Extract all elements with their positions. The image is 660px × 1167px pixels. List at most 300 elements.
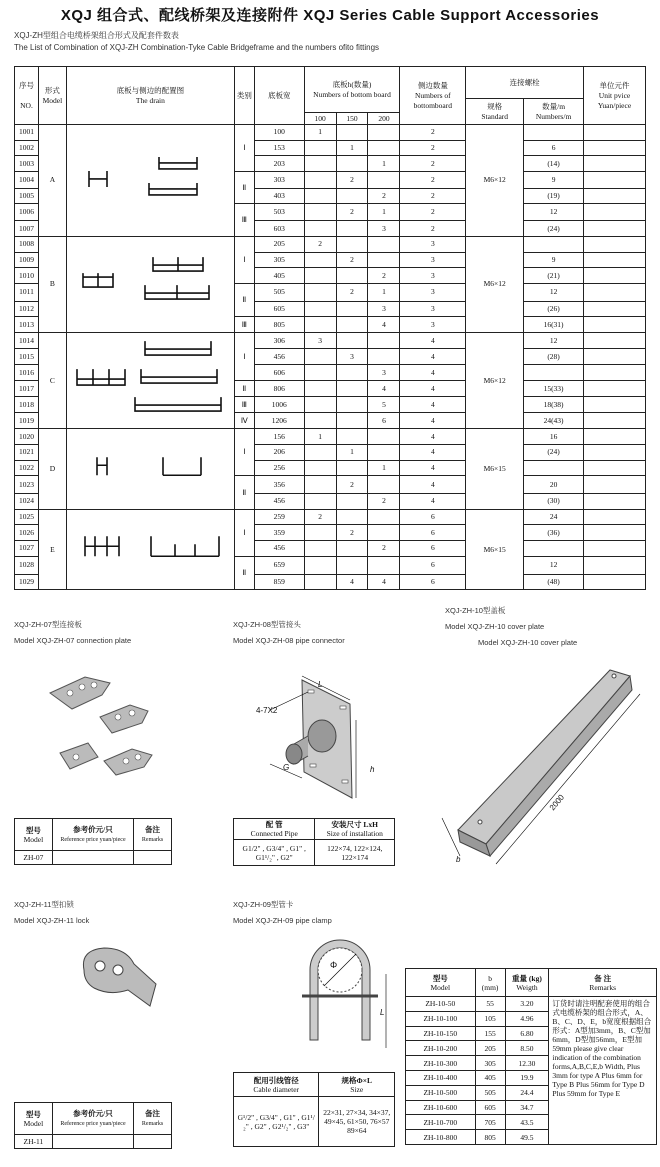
cell-drawing bbox=[66, 125, 234, 237]
cell-board-100 bbox=[304, 140, 336, 156]
cell-unit-price bbox=[584, 156, 646, 172]
cell-board-150 bbox=[336, 333, 368, 349]
cell-qty: 12 bbox=[524, 333, 584, 349]
label-G: G bbox=[283, 763, 290, 772]
cell-qty: 18(38) bbox=[524, 397, 584, 413]
cell-board-200 bbox=[368, 140, 400, 156]
table-row bbox=[15, 429, 646, 445]
cell-width: 659 bbox=[254, 556, 304, 574]
table-row bbox=[15, 509, 646, 525]
cell-no: 1026 bbox=[15, 525, 39, 541]
cell-side: 2 bbox=[400, 188, 466, 204]
cell-side: 4 bbox=[400, 429, 466, 445]
cell-board-100 bbox=[304, 188, 336, 204]
cell-qty: 15(33) bbox=[524, 381, 584, 397]
subtitle-en: The List of Combination of XQJ-ZH Combination-Tyke Cable Bridgeframe and the numbers ofito fittings bbox=[14, 43, 380, 52]
cell-board-200: 4 bbox=[368, 574, 400, 590]
cell-board-150 bbox=[336, 429, 368, 445]
zh10-cell-w: 4.96 bbox=[505, 1011, 549, 1026]
cell-board-100 bbox=[304, 381, 336, 397]
table-row bbox=[15, 333, 646, 349]
cell-board-100 bbox=[304, 525, 336, 541]
cell-unit-price bbox=[584, 397, 646, 413]
zh09-caption-cn: XQJ-ZH-09型管卡 bbox=[233, 900, 294, 909]
zh07-header-price: 参考价元/只 Reference price yuan/piece bbox=[52, 819, 133, 851]
cell-class: Ⅰ bbox=[234, 429, 254, 476]
cell-unit-price bbox=[584, 429, 646, 445]
combination-table bbox=[14, 66, 646, 590]
cell-qty: (24) bbox=[524, 444, 584, 460]
cell-board-200 bbox=[368, 236, 400, 252]
lock-image bbox=[70, 940, 170, 1020]
cell-width: 503 bbox=[254, 204, 304, 221]
cell-side: 6 bbox=[400, 509, 466, 525]
cell-no: 1003 bbox=[15, 156, 39, 172]
cell-no: 1024 bbox=[15, 494, 39, 510]
zh09-header-size: 规格Φ×L Size bbox=[319, 1073, 395, 1097]
cell-no: 1001 bbox=[15, 125, 39, 141]
cell-unit-price bbox=[584, 125, 646, 141]
cell-unit-price bbox=[584, 460, 646, 476]
cell-unit-price bbox=[584, 574, 646, 590]
cell-unit-price bbox=[584, 525, 646, 541]
cell-no: 1015 bbox=[15, 349, 39, 365]
cell-board-100: 3 bbox=[304, 333, 336, 349]
cell-board-100 bbox=[304, 301, 336, 317]
cell-board-150 bbox=[336, 221, 368, 237]
cell-qty: 9 bbox=[524, 172, 584, 189]
cell-side: 2 bbox=[400, 156, 466, 172]
cell-standard: M6×12 bbox=[466, 236, 524, 332]
cell-side: 3 bbox=[400, 317, 466, 333]
cell-qty: (21) bbox=[524, 268, 584, 284]
cell-qty: (24) bbox=[524, 221, 584, 237]
zh10-caption-en2: Model XQJ-ZH-10 cover plate bbox=[478, 638, 578, 647]
cell-side: 6 bbox=[400, 556, 466, 574]
table-row bbox=[15, 125, 646, 141]
cell-qty: (30) bbox=[524, 494, 584, 510]
cell-board-150: 1 bbox=[336, 140, 368, 156]
zh10-cell-model: ZH-10-600 bbox=[406, 1100, 476, 1115]
cell-class: Ⅰ bbox=[234, 125, 254, 172]
zh10-cell-b: 705 bbox=[475, 1115, 505, 1130]
cell-width: 303 bbox=[254, 172, 304, 189]
cell-width: 456 bbox=[254, 541, 304, 557]
cell-side: 4 bbox=[400, 494, 466, 510]
cell-side: 6 bbox=[400, 574, 466, 590]
cell-board-200: 1 bbox=[368, 460, 400, 476]
cell-model: D bbox=[38, 429, 66, 510]
zh09-size: 22×31, 27×34, 34×37, 49×45, 61×50, 76×57 89×64 bbox=[319, 1097, 395, 1147]
cell-board-200 bbox=[368, 125, 400, 141]
cell-board-150 bbox=[336, 494, 368, 510]
cell-board-150 bbox=[336, 188, 368, 204]
cell-qty: 12 bbox=[524, 204, 584, 221]
cell-class: Ⅱ bbox=[234, 172, 254, 204]
cell-drawing bbox=[66, 333, 234, 429]
subtitle-cn: XQJ-ZH型组合电缆桥架组合形式及配套件数表 bbox=[14, 31, 179, 40]
cell-qty: 16(31) bbox=[524, 317, 584, 333]
cell-board-150: 4 bbox=[336, 574, 368, 590]
zh11-header-price: 参考价元/只 Reference price yuan/piece bbox=[52, 1103, 133, 1135]
zh10-cell-w: 3.20 bbox=[505, 997, 549, 1012]
zh10-cell-model: ZH-10-400 bbox=[406, 1070, 476, 1085]
cell-qty bbox=[524, 460, 584, 476]
zh08-caption-cn: XQJ-ZH-08型管接头 bbox=[233, 620, 301, 629]
cell-no: 1004 bbox=[15, 172, 39, 189]
cell-board-200: 3 bbox=[368, 221, 400, 237]
cell-qty: (19) bbox=[524, 188, 584, 204]
zh10-remark: 订货时请注明配套使用的组合式电缆桥架的组合形式，A、B、C、D、E，b宽度根据组合形式：A型加3mm，B、C型加6mm，D型加56mm，E型加59mm please give clear indication of the combination forms,A,B,C,E,b Width, Plus 3mm for type A Plus 6mm for Type B Plus 56mm for Type D Plus 59mm for Type E bbox=[549, 997, 657, 1145]
cell-width: 100 bbox=[254, 125, 304, 141]
cell-board-100 bbox=[304, 413, 336, 429]
cell-width: 306 bbox=[254, 333, 304, 349]
cell-side: 2 bbox=[400, 172, 466, 189]
zh10-cell-w: 19.9 bbox=[505, 1070, 549, 1085]
cell-class: Ⅱ bbox=[234, 283, 254, 316]
header-drawing: 底板与侧边的配置图 The drain bbox=[66, 67, 234, 125]
zh10-header-remark: 备 注 Remarks bbox=[549, 969, 657, 997]
cell-class: Ⅲ bbox=[234, 204, 254, 236]
cell-width: 606 bbox=[254, 365, 304, 381]
cell-side: 4 bbox=[400, 333, 466, 349]
cell-board-200: 4 bbox=[368, 317, 400, 333]
cover-plate-image bbox=[420, 650, 650, 895]
cell-width: 605 bbox=[254, 301, 304, 317]
cell-no: 1009 bbox=[15, 252, 39, 268]
zh07-caption-cn: XQJ-ZH-07型连接板 bbox=[14, 620, 82, 629]
zh10-cell-b: 55 bbox=[475, 997, 505, 1012]
cell-qty bbox=[524, 365, 584, 381]
cell-unit-price bbox=[584, 268, 646, 284]
cell-no: 1028 bbox=[15, 556, 39, 574]
page-title: XQJ 组合式、配线桥架及连接附件 XQJ Series Cable Support Accessories bbox=[60, 7, 600, 24]
configuration-drawing bbox=[67, 429, 233, 506]
cell-width: 1006 bbox=[254, 397, 304, 413]
cell-class: Ⅳ bbox=[234, 413, 254, 429]
cell-board-200 bbox=[368, 476, 400, 494]
cell-board-100 bbox=[304, 574, 336, 590]
zh08-size: 122×74, 122×124, 122×174 bbox=[315, 840, 395, 866]
header-seq: 序号 NO. bbox=[15, 67, 39, 125]
cell-board-150 bbox=[336, 413, 368, 429]
zh10-cell-b: 205 bbox=[475, 1041, 505, 1056]
cell-model: B bbox=[38, 236, 66, 332]
cell-no: 1019 bbox=[15, 413, 39, 429]
cell-unit-price bbox=[584, 140, 646, 156]
zh09-header-cable: 配用引线管径 Cable diameter bbox=[234, 1073, 319, 1097]
configuration-drawing bbox=[67, 333, 233, 425]
cell-no: 1022 bbox=[15, 460, 39, 476]
cell-qty bbox=[524, 125, 584, 141]
zh07-header-remark: 备注 Remarks bbox=[134, 819, 172, 851]
header-side: 侧边数量 Numbers of bottomboard bbox=[400, 67, 466, 125]
zh08-caption-en: Model XQJ-ZH-08 pipe connector bbox=[233, 636, 345, 645]
cell-class: Ⅰ bbox=[234, 236, 254, 283]
cell-no: 1029 bbox=[15, 574, 39, 590]
zh07-header-model: 型号 Model bbox=[15, 819, 53, 851]
cell-drawing bbox=[66, 236, 234, 332]
cell-no: 1021 bbox=[15, 444, 39, 460]
zh09-cable: G¹/2" , G3/4" , G1" , G1¹/₂" , G2" , G2¹/₂" , G3" bbox=[234, 1097, 319, 1147]
cell-no: 1017 bbox=[15, 381, 39, 397]
label-b: b bbox=[456, 855, 461, 864]
cell-board-100: 2 bbox=[304, 509, 336, 525]
zh09-caption-en: Model XQJ-ZH-09 pipe clamp bbox=[233, 916, 332, 925]
cell-board-150: 2 bbox=[336, 525, 368, 541]
zh10-cell-w: 24.4 bbox=[505, 1085, 549, 1100]
cell-no: 1018 bbox=[15, 397, 39, 413]
cell-side: 4 bbox=[400, 444, 466, 460]
zh10-cell-b: 305 bbox=[475, 1056, 505, 1071]
cell-qty: 9 bbox=[524, 252, 584, 268]
zh10-cell-model: ZH-10-300 bbox=[406, 1056, 476, 1071]
cell-board-150 bbox=[336, 460, 368, 476]
zh10-caption-en1: Model XQJ-ZH-10 cover plate bbox=[445, 622, 545, 631]
zh10-cell-b: 505 bbox=[475, 1085, 505, 1100]
cell-board-150 bbox=[336, 381, 368, 397]
zh11-header-model: 型号 Model bbox=[15, 1103, 53, 1135]
cell-model: E bbox=[38, 509, 66, 590]
label-phi: Φ bbox=[330, 960, 338, 970]
cell-qty: 16 bbox=[524, 429, 584, 445]
cell-class: Ⅰ bbox=[234, 333, 254, 381]
cell-board-200: 2 bbox=[368, 541, 400, 557]
cell-standard: M6×15 bbox=[466, 429, 524, 510]
cell-board-100 bbox=[304, 365, 336, 381]
cell-unit-price bbox=[584, 556, 646, 574]
cell-board-100 bbox=[304, 156, 336, 172]
cell-board-150 bbox=[336, 125, 368, 141]
cell-board-150: 1 bbox=[336, 444, 368, 460]
cell-width: 203 bbox=[254, 156, 304, 172]
cell-board-100 bbox=[304, 494, 336, 510]
cell-unit-price bbox=[584, 541, 646, 557]
cell-no: 1008 bbox=[15, 236, 39, 252]
cell-unit-price bbox=[584, 365, 646, 381]
zh10-header-weight: 重量 (kg) Weigth bbox=[505, 969, 549, 997]
zh10-cell-model: ZH-10-50 bbox=[406, 997, 476, 1012]
cell-unit-price bbox=[584, 333, 646, 349]
zh10-cell-w: 43.5 bbox=[505, 1115, 549, 1130]
connection-plate-image bbox=[40, 665, 180, 785]
cell-class: Ⅱ bbox=[234, 556, 254, 589]
zh10-cell-b: 155 bbox=[475, 1026, 505, 1041]
cell-width: 403 bbox=[254, 188, 304, 204]
header-qty: 数量/m Numbers/m bbox=[524, 99, 584, 125]
cell-width: 206 bbox=[254, 444, 304, 460]
label-clamp-L: L bbox=[380, 1008, 385, 1017]
cell-board-200 bbox=[368, 349, 400, 365]
cell-width: 603 bbox=[254, 221, 304, 237]
configuration-drawing bbox=[67, 125, 233, 233]
zh11-header-remark: 备注 Remarks bbox=[134, 1103, 172, 1135]
cell-unit-price bbox=[584, 444, 646, 460]
cell-class: Ⅲ bbox=[234, 317, 254, 333]
cell-side: 2 bbox=[400, 221, 466, 237]
cell-board-100: 2 bbox=[304, 236, 336, 252]
cell-board-150 bbox=[336, 156, 368, 172]
cell-side: 3 bbox=[400, 236, 466, 252]
cell-side: 4 bbox=[400, 397, 466, 413]
cell-board-150 bbox=[336, 556, 368, 574]
cell-board-100 bbox=[304, 476, 336, 494]
cell-board-150: 2 bbox=[336, 172, 368, 189]
zh10-cell-w: 49.5 bbox=[505, 1130, 549, 1145]
cell-board-150 bbox=[336, 509, 368, 525]
cell-no: 1020 bbox=[15, 429, 39, 445]
cell-width: 806 bbox=[254, 381, 304, 397]
cell-class: Ⅱ bbox=[234, 381, 254, 397]
cell-width: 405 bbox=[254, 268, 304, 284]
cell-width: 153 bbox=[254, 140, 304, 156]
cell-unit-price bbox=[584, 221, 646, 237]
cell-board-150 bbox=[336, 236, 368, 252]
zh11-caption-cn: XQJ-ZH-11型扣锁 bbox=[14, 900, 74, 909]
cell-board-100 bbox=[304, 317, 336, 333]
cell-board-100: 1 bbox=[304, 125, 336, 141]
cell-board-150: 3 bbox=[336, 349, 368, 365]
cell-board-150: 2 bbox=[336, 252, 368, 268]
cell-qty: (28) bbox=[524, 349, 584, 365]
cell-no: 1006 bbox=[15, 204, 39, 221]
cell-board-100 bbox=[304, 268, 336, 284]
header-width: 底板宽 bbox=[254, 67, 304, 125]
cell-board-200 bbox=[368, 333, 400, 349]
header-bolt: 连接螺栓 bbox=[466, 67, 584, 99]
cell-width: 456 bbox=[254, 349, 304, 365]
zh10-cell-b: 805 bbox=[475, 1130, 505, 1145]
zh11-table bbox=[14, 1102, 172, 1149]
cell-board-200: 2 bbox=[368, 188, 400, 204]
cell-side: 2 bbox=[400, 204, 466, 221]
cell-side: 6 bbox=[400, 541, 466, 557]
cell-board-100 bbox=[304, 349, 336, 365]
cell-unit-price bbox=[584, 494, 646, 510]
cell-no: 1011 bbox=[15, 283, 39, 301]
cell-no: 1007 bbox=[15, 221, 39, 237]
table-row bbox=[406, 997, 657, 1012]
cell-board-100 bbox=[304, 541, 336, 557]
cell-board-150 bbox=[336, 365, 368, 381]
cell-side: 6 bbox=[400, 525, 466, 541]
cell-qty: (26) bbox=[524, 301, 584, 317]
cell-unit-price bbox=[584, 204, 646, 221]
cell-board-150 bbox=[336, 541, 368, 557]
zh10-cell-b: 605 bbox=[475, 1100, 505, 1115]
header-class: 类别 bbox=[234, 67, 254, 125]
cell-board-100 bbox=[304, 204, 336, 221]
cell-width: 859 bbox=[254, 574, 304, 590]
cell-board-100 bbox=[304, 460, 336, 476]
cell-unit-price bbox=[584, 317, 646, 333]
cell-board-200 bbox=[368, 429, 400, 445]
zh10-cell-w: 6.80 bbox=[505, 1026, 549, 1041]
zh10-cell-model: ZH-10-200 bbox=[406, 1041, 476, 1056]
zh08-header-size: 安装尺寸 LxH Size of installation bbox=[315, 819, 395, 840]
cell-side: 3 bbox=[400, 283, 466, 301]
cell-qty: (36) bbox=[524, 525, 584, 541]
cell-board-200: 1 bbox=[368, 156, 400, 172]
cell-width: 356 bbox=[254, 476, 304, 494]
header-board-200: 200 bbox=[368, 113, 400, 125]
cell-qty: (14) bbox=[524, 156, 584, 172]
zh08-table bbox=[233, 818, 395, 866]
cell-qty bbox=[524, 541, 584, 557]
cell-drawing bbox=[66, 429, 234, 510]
cell-side: 2 bbox=[400, 125, 466, 141]
table-row bbox=[15, 236, 646, 252]
zh10-header-model: 型号 Model bbox=[406, 969, 476, 997]
cell-board-200: 3 bbox=[368, 301, 400, 317]
cell-width: 256 bbox=[254, 460, 304, 476]
cell-unit-price bbox=[584, 349, 646, 365]
cell-board-200 bbox=[368, 444, 400, 460]
header-unit: 单位元件 Unit pvice Yuan/piece bbox=[584, 67, 646, 125]
cell-width: 259 bbox=[254, 509, 304, 525]
cell-width: 156 bbox=[254, 429, 304, 445]
cell-standard: M6×12 bbox=[466, 333, 524, 429]
cell-unit-price bbox=[584, 252, 646, 268]
zh10-cell-model: ZH-10-700 bbox=[406, 1115, 476, 1130]
cell-board-150: 2 bbox=[336, 204, 368, 221]
cell-board-200: 2 bbox=[368, 494, 400, 510]
cell-class: Ⅰ bbox=[234, 509, 254, 556]
zh07-model: ZH-07 bbox=[15, 851, 53, 865]
cell-board-200: 3 bbox=[368, 365, 400, 381]
header-std: 规格 Standard bbox=[466, 99, 524, 125]
cell-width: 205 bbox=[254, 236, 304, 252]
cell-side: 3 bbox=[400, 252, 466, 268]
zh10-cell-b: 405 bbox=[475, 1070, 505, 1085]
cell-qty: 24(43) bbox=[524, 413, 584, 429]
cell-qty: 6 bbox=[524, 140, 584, 156]
zh10-table bbox=[405, 968, 657, 1145]
zh08-header-pipe: 配 管 Connected Pipe bbox=[234, 819, 315, 840]
cell-board-200: 4 bbox=[368, 381, 400, 397]
cell-qty: 12 bbox=[524, 283, 584, 301]
cell-unit-price bbox=[584, 381, 646, 397]
cell-standard: M6×15 bbox=[466, 509, 524, 590]
cell-board-200 bbox=[368, 172, 400, 189]
cell-qty bbox=[524, 236, 584, 252]
zh10-cell-model: ZH-10-500 bbox=[406, 1085, 476, 1100]
cell-board-100 bbox=[304, 252, 336, 268]
cell-no: 1010 bbox=[15, 268, 39, 284]
zh08-pipe: G1/2" , G3/4" , G1" , G1¹/₂" , G2" bbox=[234, 840, 315, 866]
cell-board-150 bbox=[336, 301, 368, 317]
label-holes: 4-7X2 bbox=[256, 706, 278, 715]
configuration-drawing bbox=[67, 237, 233, 329]
cell-qty: (48) bbox=[524, 574, 584, 590]
zh11-model: ZH-11 bbox=[15, 1135, 53, 1149]
cell-unit-price bbox=[584, 283, 646, 301]
zh10-cell-w: 8.50 bbox=[505, 1041, 549, 1056]
zh10-cell-w: 34.7 bbox=[505, 1100, 549, 1115]
cell-model: A bbox=[38, 125, 66, 237]
cell-board-200: 5 bbox=[368, 397, 400, 413]
zh09-table bbox=[233, 1072, 395, 1147]
cell-board-100 bbox=[304, 556, 336, 574]
configuration-drawing bbox=[67, 510, 233, 587]
zh10-cell-model: ZH-10-150 bbox=[406, 1026, 476, 1041]
cell-board-100 bbox=[304, 397, 336, 413]
cell-side: 4 bbox=[400, 381, 466, 397]
cell-width: 1206 bbox=[254, 413, 304, 429]
cell-width: 805 bbox=[254, 317, 304, 333]
cell-board-200 bbox=[368, 252, 400, 268]
cell-unit-price bbox=[584, 172, 646, 189]
